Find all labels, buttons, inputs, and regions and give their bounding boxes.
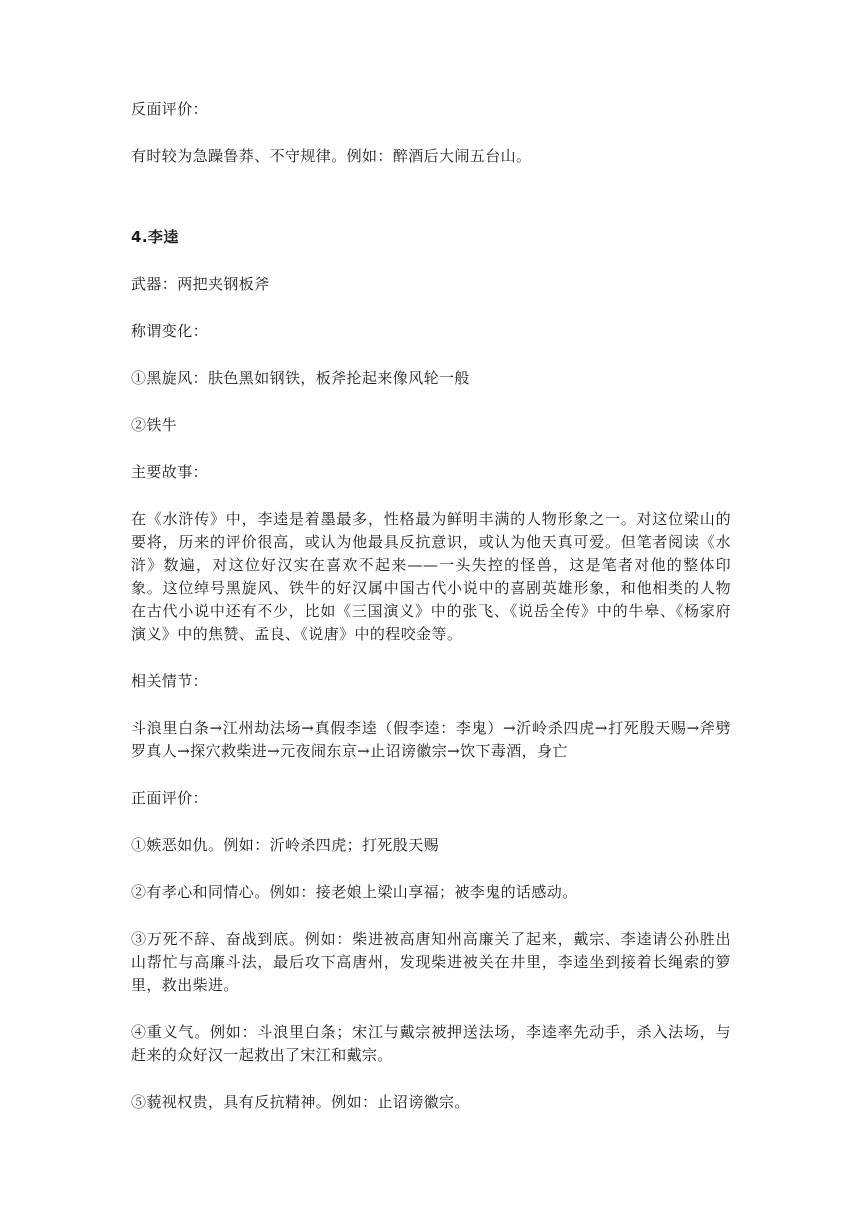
titles-label: 称谓变化： (131, 322, 209, 340)
positive-evaluation-label: 正面评价： (131, 789, 209, 807)
section-heading-li-kui: 4.李逵 (131, 228, 179, 246)
related-plot-paragraph: 斗浪里白条→江州劫法场→真假李逵（假李逵：李鬼）→沂岭杀四虎→打死殷天赐→斧劈罗真人→探穴救柴进→元夜闹东京→止诏谤徽宗→饮下毒酒，身亡 (131, 719, 731, 760)
positive-evaluation-item: ③万死不辞、奋战到底。例如：柴进被高唐知州高廉关了起来，戴宗、李逵请公孙胜出山帮忙与高廉斗法，最后攻下高唐州，发现柴进被关在井里，李逵坐到接着长绳索的箩里，救出柴进。 (131, 930, 731, 994)
document-body (131, 98, 731, 1114)
positive-evaluation-item: ①嫉恶如仇。例如：沂岭杀四虎；打死殷天赐 (131, 836, 440, 854)
positive-evaluation-item: ⑤藐视权贵，具有反抗精神。例如：止诏谤徽宗。 (131, 1093, 470, 1111)
title-item: ②铁牛 (131, 416, 178, 434)
main-story-label: 主要故事： (131, 463, 209, 481)
main-story-paragraph: 在《水浒传》中，李逵是着墨最多，性格最为鲜明丰满的人物形象之一。对这位梁山的要将，历来的评价很高，或认为他最具反抗意识，或认为他天真可爱。但笔者阅读《水浒》数遍，对这位好汉实在喜欢不起来——一头失控的怪兽，这是笔者对他的整体印象。这位绰号黑旋风、铁牛的好汉属中国古代小说中的喜剧英雄形象，和他相类的人物在古代小说中还有不少，比如《三国演义》中的张飞、《说岳全传》中的牛皋、《杨家府演义》中的焦赞、孟良、《说唐》中的程咬金等。 (131, 510, 731, 643)
negative-evaluation-label: 反面评价： (131, 100, 209, 118)
weapon-line: 武器：两把夹钢板斧 (131, 275, 270, 293)
title-item: ①黑旋风：肤色黑如钢铁，板斧抡起来像风轮一般 (131, 369, 470, 387)
related-plot-label: 相关情节： (131, 672, 209, 690)
positive-evaluation-item: ②有孝心和同情心。例如：接老娘上梁山享福；被李鬼的话感动。 (131, 883, 578, 901)
negative-evaluation-item: 有时较为急躁鲁莽、不守规律。例如：醉酒后大闹五台山。 (131, 147, 532, 165)
positive-evaluation-item: ④重义气。例如：斗浪里白条；宋江与戴宗被押送法场，李逵率先动手，杀入法场，与赶来的众好汉一起救出了宋江和戴宗。 (131, 1023, 731, 1064)
